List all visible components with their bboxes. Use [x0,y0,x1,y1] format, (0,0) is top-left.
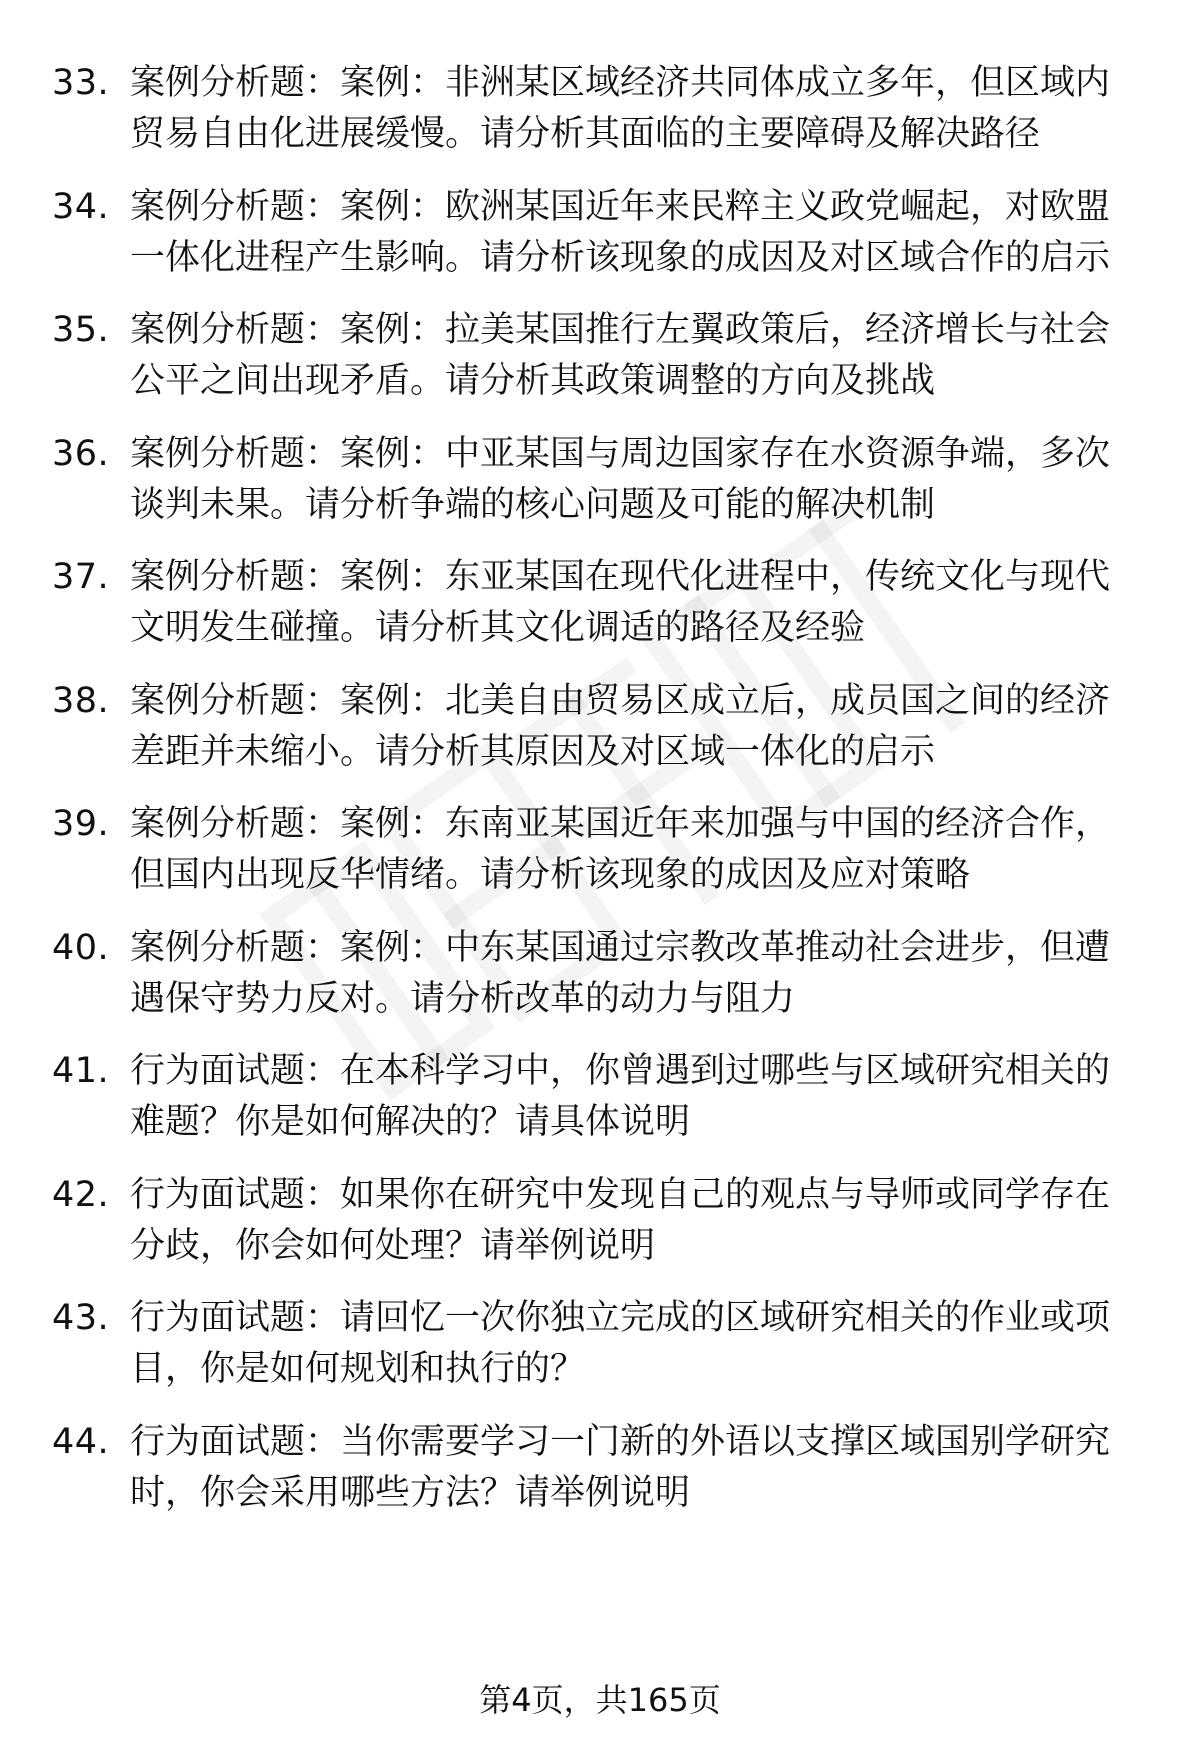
question-text: 案例分析题：案例：中东某国通过宗教改革推动社会进步，但遭遇保守势力反对。请分析改革的动力与阻力 [130,927,1111,1019]
question-item [52,923,1152,1025]
question-item [52,182,1152,284]
question-item [52,305,1152,407]
question-text: 案例分析题：案例：东南亚某国近年来加强与中国的经济合作，但国内出现反华情绪。请分析该现象的成因及应对策略 [130,804,1111,895]
question-text: 行为面试题：请回忆一次你独立完成的区域研究相关的作业或项目，你是如何规划和执行的？ [130,1298,1111,1389]
question-list [52,58,1152,1540]
question-text: 行为面试题：在本科学习中，你曾遇到过哪些与区域研究相关的难题？你是如何解决的？请具体说明 [130,1051,1111,1142]
question-number: 36. [52,433,110,474]
question-text: 案例分析题：案例：北美自由贸易区成立后，成员国之间的经济差距并未缩小。请分析其原因及对区域一体化的启示 [130,680,1111,772]
question-text: 行为面试题：如果你在研究中发现自己的观点与导师或同学存在分歧，你会如何处理？请举例说明 [130,1174,1111,1266]
question-text: 案例分析题：案例：中亚某国与周边国家存在水资源争端，多次谈判未果。请分析争端的核心问题及可能的解决机制 [130,433,1111,525]
question-text: 行为面试题：当你需要学习一门新的外语以支撑区域国别学研究时，你会采用哪些方法？请举例说明 [130,1421,1111,1513]
question-item [52,1293,1152,1395]
question-item [52,429,1152,531]
question-text: 案例分析题：案例：非洲某区域经济共同体成立多年，但区域内贸易自由化进展缓慢。请分析其面临的主要障碍及解决路径 [130,63,1111,154]
question-number: 44. [52,1421,110,1462]
question-text: 案例分析题：案例：东亚某国在现代化进程中，传统文化与现代文明发生碰撞。请分析其文化调适的路径及经验 [130,557,1111,648]
question-number: 38. [52,680,110,721]
question-item [52,1046,1152,1148]
question-number: 35. [52,310,110,350]
question-number: 43. [52,1298,110,1338]
question-item [52,1170,1152,1272]
question-item [52,1417,1152,1519]
question-number: 39. [52,804,110,844]
question-number: 33. [52,63,110,103]
page-number-label: 第4页，共165页 [479,1681,721,1719]
question-number: 42. [52,1174,110,1215]
question-number: 41. [52,1051,110,1091]
question-number: 37. [52,557,110,597]
question-item [52,676,1152,778]
question-text: 案例分析题：案例：拉美某国推行左翼政策后，经济增长与社会公平之间出现矛盾。请分析其政策调整的方向及挑战 [130,310,1111,401]
page-footer [0,1680,1200,1720]
question-item [52,799,1152,901]
question-item [52,58,1152,160]
question-text: 案例分析题：案例：欧洲某国近年来民粹主义政党崛起，对欧盟一体化进程产生影响。请分析该现象的成因及对区域合作的启示 [130,186,1111,278]
question-number: 34. [52,186,110,227]
question-item [52,552,1152,654]
question-number: 40. [52,927,110,968]
